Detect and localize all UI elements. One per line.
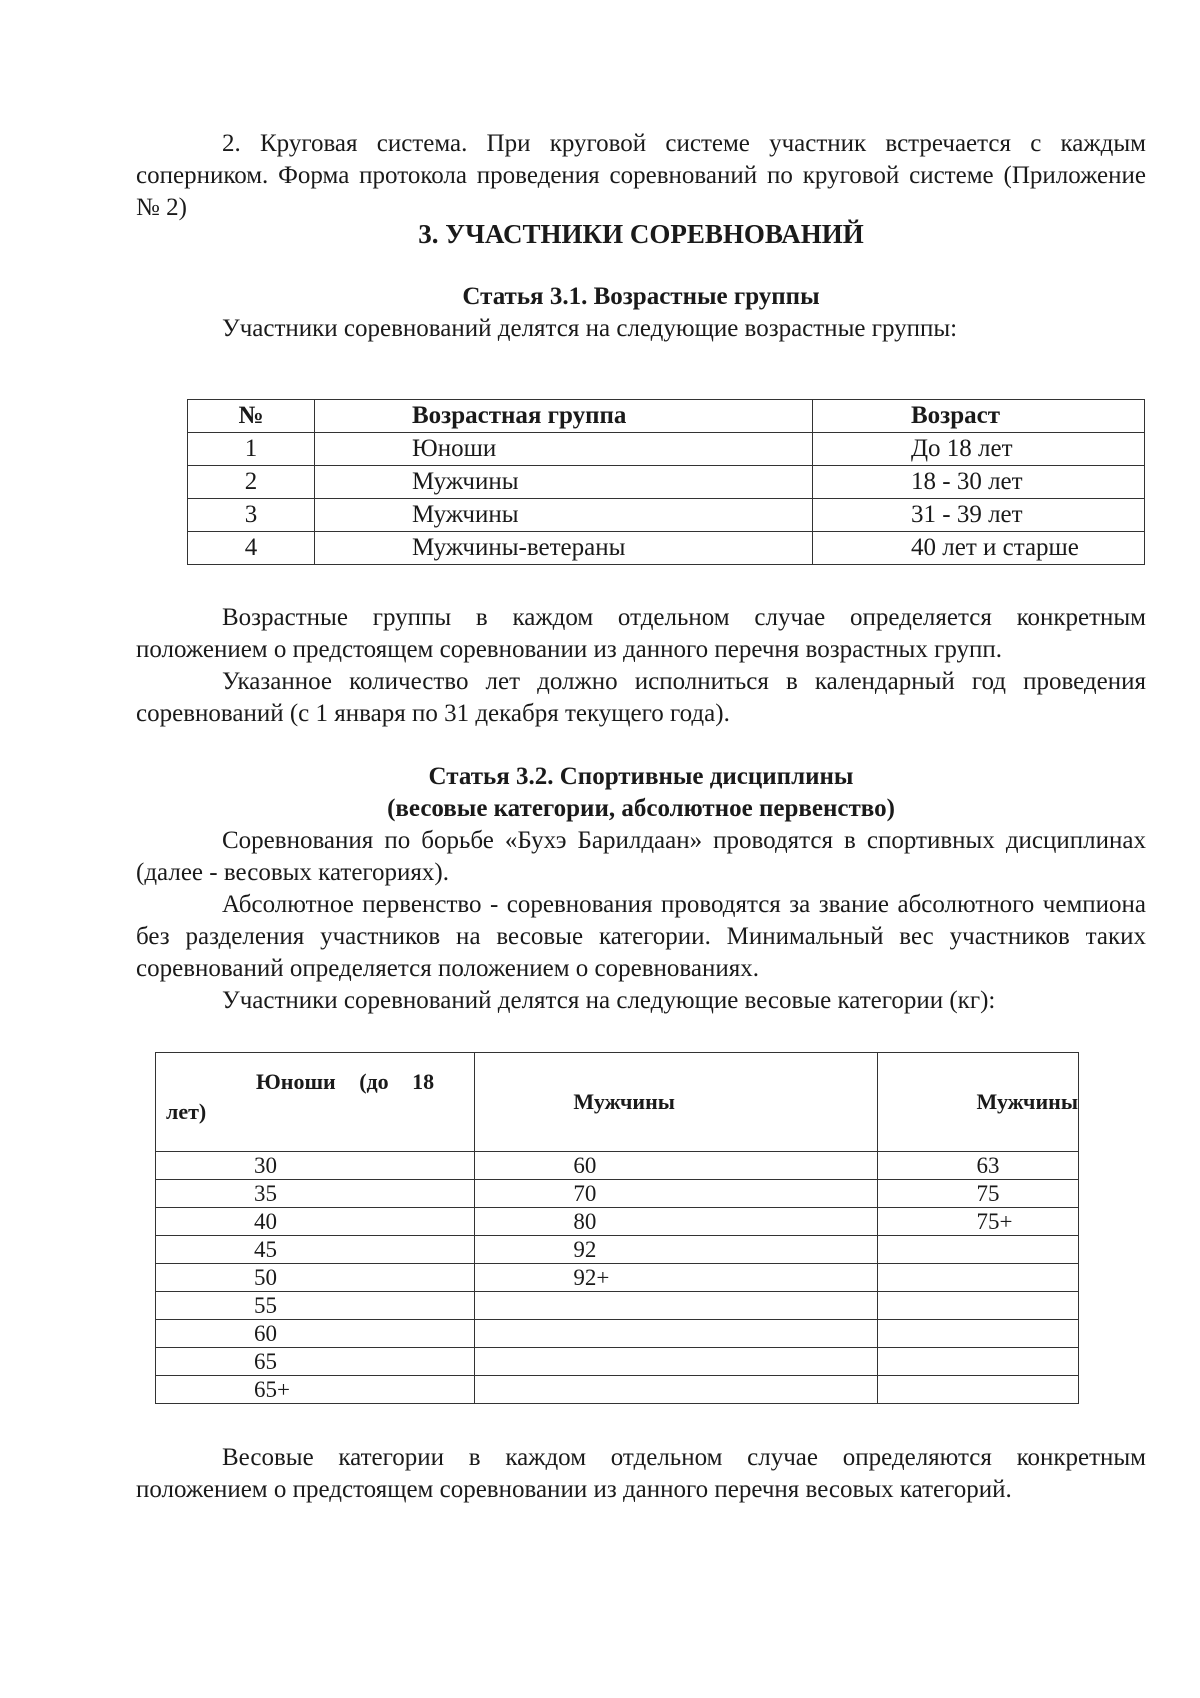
age-calendar-note: Указанное количество лет должно исполниться в календарный год проведения соревнований (с 1 января по 31 декабря текущего года).	[136, 668, 1146, 727]
cell-age-group: Юноши	[315, 433, 813, 466]
weight-categories-note: Весовые категории в каждом отдельном случае определяются конкретным положением о предстоящем соревновании из данного перечня весовых категорий.	[136, 1444, 1146, 1503]
column-header-number: №	[188, 400, 315, 433]
cell-men-weight-2	[878, 1320, 1079, 1348]
section-title: 3. УЧАСТНИКИ СОРЕВНОВАНИЙ	[418, 219, 864, 249]
age-groups-note: Возрастные группы в каждом отдельном случае определяется конкретным положением о предстоящем соревновании из данного перечня возрастных групп.	[136, 604, 1146, 663]
table-row	[156, 1292, 1079, 1320]
cell-age: 31 - 39 лет	[813, 499, 1145, 532]
table-header-row	[188, 400, 1145, 433]
cell-men-weight-1: 92	[475, 1236, 878, 1264]
cell-age: 18 - 30 лет	[813, 466, 1145, 499]
cell-men-weight-1: 80	[475, 1208, 878, 1236]
article-3-1-intro: Участники соревнований делятся на следующие возрастные группы:	[222, 315, 958, 342]
table-row	[156, 1264, 1079, 1292]
cell-juniors-weight: 50	[156, 1264, 475, 1292]
cell-men-weight-1	[475, 1320, 878, 1348]
cell-men-weight-2: 63	[878, 1152, 1079, 1180]
table-row	[188, 433, 1145, 466]
cell-juniors-weight: 65	[156, 1348, 475, 1376]
cell-men-weight-1	[475, 1292, 878, 1320]
article-3-2-title-line1: Статья 3.2. Спортивные дисциплины	[428, 763, 854, 790]
round-robin-paragraph: 2. Круговая система. При круговой системе участник встречается с каждым соперником. Форма протокола проведения соревнований по круговой системе (Приложение № 2)	[136, 130, 1146, 221]
cell-men-weight-2	[878, 1348, 1079, 1376]
table-row	[188, 499, 1145, 532]
cell-juniors-weight: 35	[156, 1180, 475, 1208]
cell-age-group: Мужчины	[315, 499, 813, 532]
table-row	[156, 1152, 1079, 1180]
table-row	[156, 1208, 1079, 1236]
table-row	[188, 466, 1145, 499]
article-3-1-title: Статья 3.1. Возрастные группы	[462, 283, 820, 310]
column-header-juniors	[156, 1053, 475, 1152]
cell-men-weight-2	[878, 1264, 1079, 1292]
cell-age: До 18 лет	[813, 433, 1145, 466]
weight-categories-table	[155, 1052, 1079, 1404]
table-row	[156, 1376, 1079, 1404]
cell-men-weight-1: 60	[475, 1152, 878, 1180]
table-row	[156, 1348, 1079, 1376]
cell-men-weight-2	[878, 1376, 1079, 1404]
table-row	[156, 1320, 1079, 1348]
cell-men-weight-2	[878, 1236, 1079, 1264]
column-header-juniors-line2: лет)	[166, 1099, 207, 1124]
cell-men-weight-1: 92+	[475, 1264, 878, 1292]
cell-men-weight-2: 75+	[878, 1208, 1079, 1236]
table-header-row	[156, 1053, 1079, 1152]
column-header-age: Возраст	[813, 400, 1145, 433]
column-header-men-1: Мужчины	[475, 1053, 878, 1152]
article-3-2-para3: Участники соревнований делятся на следующие весовые категории (кг):	[222, 987, 996, 1014]
cell-juniors-weight: 55	[156, 1292, 475, 1320]
age-groups-table	[187, 399, 1145, 565]
cell-age-group: Мужчины-ветераны	[315, 532, 813, 565]
cell-number: 1	[188, 433, 315, 466]
cell-men-weight-2: 75	[878, 1180, 1079, 1208]
cell-juniors-weight: 30	[156, 1152, 475, 1180]
column-header-age-group: Возрастная группа	[315, 400, 813, 433]
cell-number: 2	[188, 466, 315, 499]
cell-men-weight-1	[475, 1376, 878, 1404]
cell-juniors-weight: 65+	[156, 1376, 475, 1404]
cell-men-weight-2	[878, 1292, 1079, 1320]
article-3-2-para2: Абсолютное первенство - соревнования проводятся за звание абсолютного чемпиона без разделения участников на весовые категории. Минимальный вес участников таких соревнований определяется положением о соревнованиях.	[136, 891, 1146, 982]
cell-age-group: Мужчины	[315, 466, 813, 499]
article-3-2-para1: Соревнования по борьбе «Бухэ Барилдаан» проводятся в спортивных дисциплинах (далее - весовых категориях).	[136, 827, 1146, 886]
column-header-men-2: Мужчины	[878, 1053, 1079, 1152]
cell-juniors-weight: 40	[156, 1208, 475, 1236]
cell-men-weight-1	[475, 1348, 878, 1376]
cell-number: 3	[188, 499, 315, 532]
cell-age: 40 лет и старше	[813, 532, 1145, 565]
table-row	[156, 1236, 1079, 1264]
article-3-2-title-line2: (весовые категории, абсолютное первенство)	[387, 795, 895, 822]
table-row	[188, 532, 1145, 565]
cell-number: 4	[188, 532, 315, 565]
table-row	[156, 1180, 1079, 1208]
cell-men-weight-1: 70	[475, 1180, 878, 1208]
cell-juniors-weight: 45	[156, 1236, 475, 1264]
cell-juniors-weight: 60	[156, 1320, 475, 1348]
column-header-juniors-line1: Юноши (до 18	[256, 1069, 435, 1094]
